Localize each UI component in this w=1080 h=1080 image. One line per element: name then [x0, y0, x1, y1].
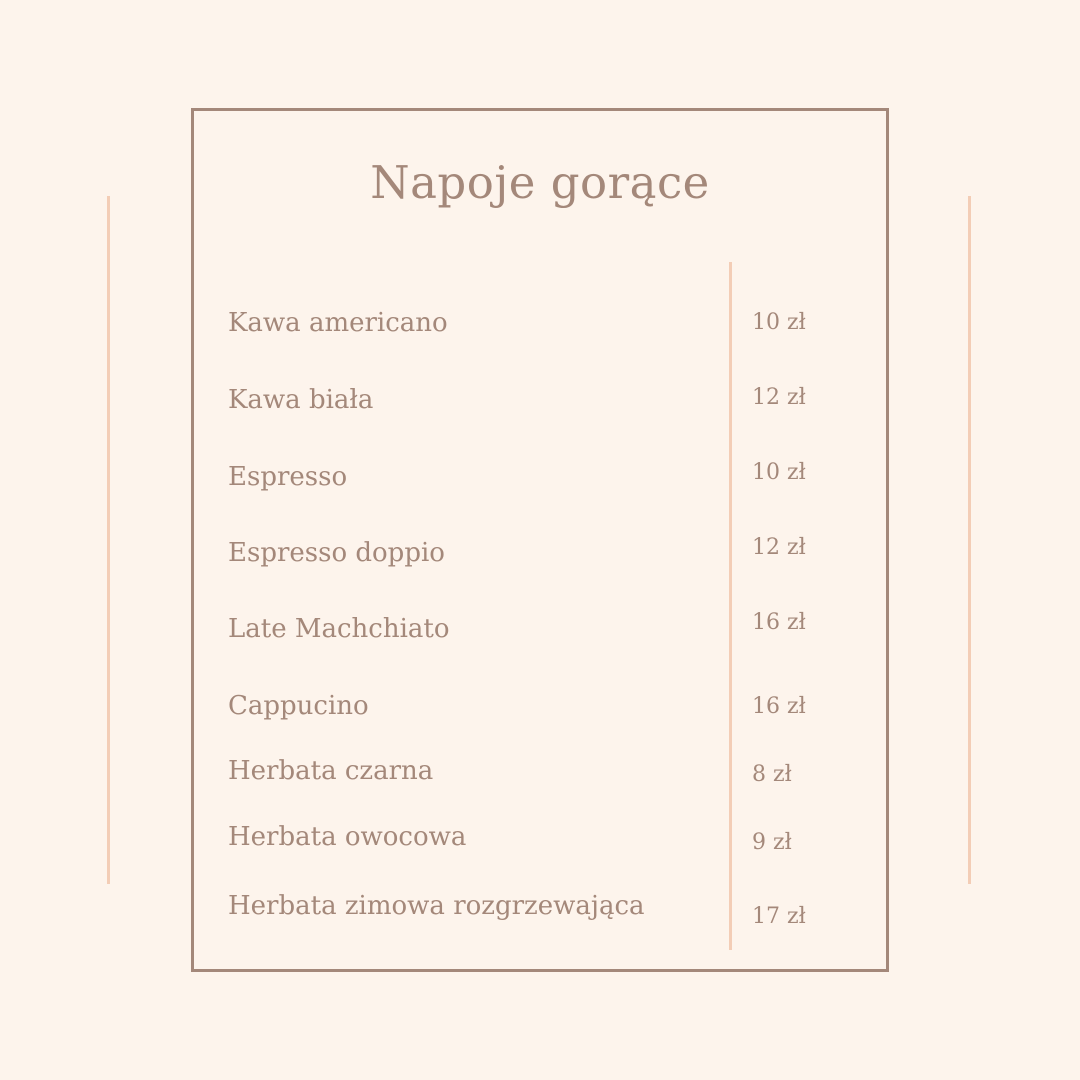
- menu-item-price: 12 zł: [752, 535, 806, 560]
- right-decorative-line: [968, 196, 971, 884]
- menu-item-name: Late Machchiato: [228, 614, 450, 644]
- menu-item-name: Kawa biała: [228, 385, 374, 415]
- menu-item-name: Herbata zimowa rozgrzewająca: [228, 891, 645, 921]
- menu-item-price: 16 zł: [752, 694, 806, 719]
- menu-item-price: 8 zł: [752, 762, 792, 787]
- menu-item-price: 10 zł: [752, 310, 806, 335]
- left-decorative-line: [107, 196, 110, 884]
- menu-title: Napoje gorące: [370, 156, 710, 209]
- menu-item-name: Cappucino: [228, 691, 369, 721]
- menu-item-name: Herbata czarna: [228, 756, 434, 786]
- menu-item-price: 12 zł: [752, 385, 806, 410]
- menu-item-name: Herbata owocowa: [228, 822, 467, 852]
- menu-item-name: Kawa americano: [228, 308, 448, 338]
- menu-item-price: 9 zł: [752, 830, 792, 855]
- menu-item-price: 16 zł: [752, 610, 806, 635]
- menu-item-name: Espresso doppio: [228, 538, 445, 568]
- menu-item-name: Espresso: [228, 462, 348, 492]
- menu-item-price: 17 zł: [752, 904, 806, 929]
- price-divider-line: [729, 262, 732, 950]
- menu-item-price: 10 zł: [752, 460, 806, 485]
